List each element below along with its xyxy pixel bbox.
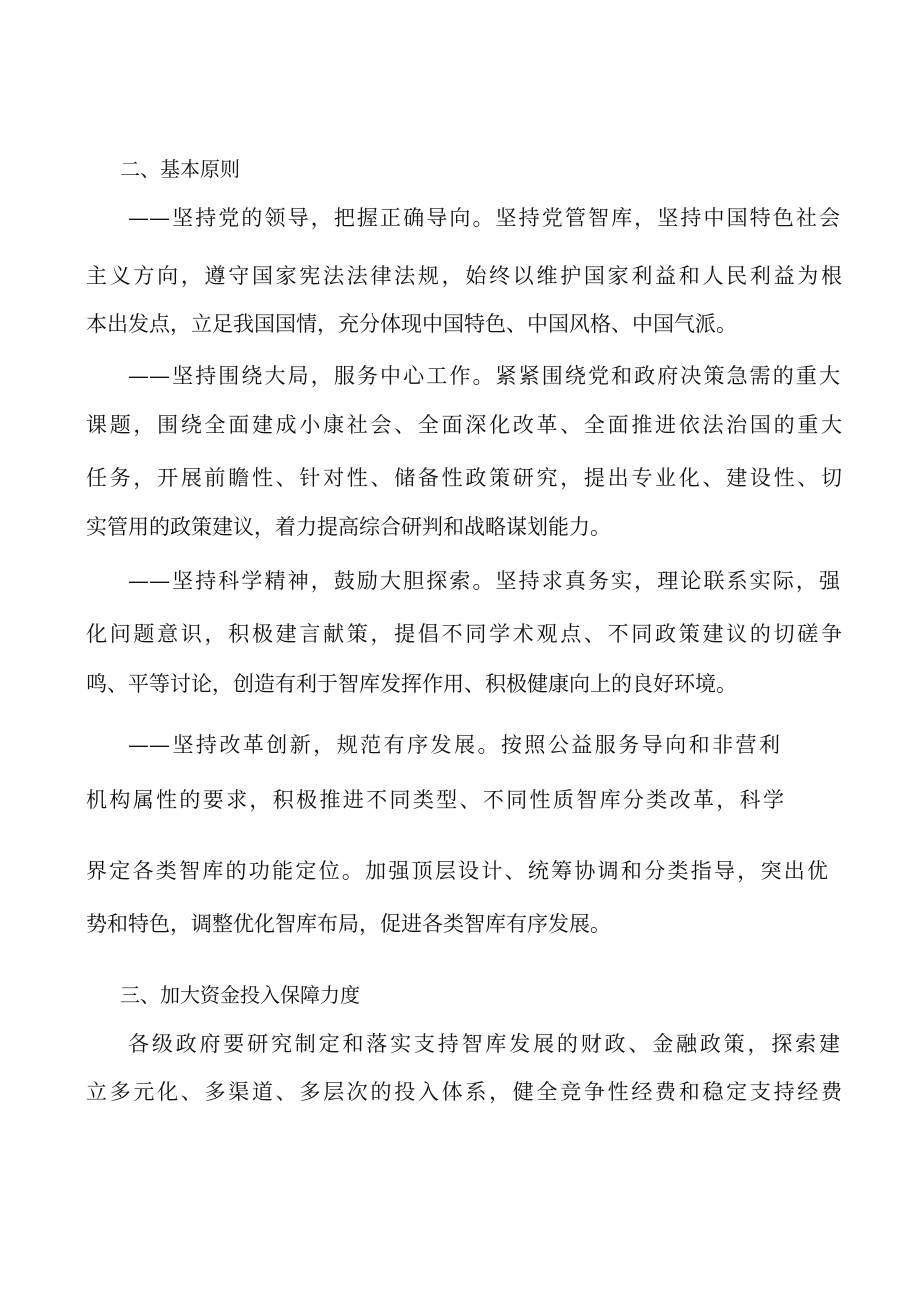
paragraph-line: 任务，开展前瞻性、针对性、储备性政策研究，提出专业化、建设性、切 xyxy=(86,466,842,490)
paragraph-line: 立多元化、多渠道、多层次的投入体系，健全竞争性经费和稳定支持经费 xyxy=(86,1080,842,1104)
paragraph-line: 界定各类智库的功能定位。加强顶层设计、统筹协调和分类指导，突出优 xyxy=(86,859,828,883)
section-heading-2: 二、基本原则 xyxy=(120,157,240,181)
paragraph-line: 化问题意识，积极建言献策，提倡不同学术观点、不同政策建议的切磋争 xyxy=(86,622,842,646)
paragraph-line: ——坚持围绕大局，服务中心工作。紧紧围绕党和政府决策急需的重大 xyxy=(128,364,840,388)
section-heading-3: 三、加大资金投入保障力度 xyxy=(120,983,360,1007)
paragraph-line: ——坚持党的领导，把握正确导向。坚持党管智库，坚持中国特色社会 xyxy=(128,206,840,230)
paragraph-line: 机构属性的要求，积极推进不同类型、不同性质智库分类改革，科学 xyxy=(86,788,784,812)
paragraph-line: 本出发点，立足我国国情，充分体现中国特色、中国风格、中国气派。 xyxy=(86,312,737,336)
paragraph-line: 实管用的政策建议，着力提高综合研判和战略谋划能力。 xyxy=(86,515,611,539)
paragraph-line: 各级政府要研究制定和落实支持智库发展的财政、金融政策，探索建 xyxy=(128,1032,840,1056)
paragraph-line: 鸣、平等讨论，创造有利于智库发挥作用、积极健康向上的良好环境。 xyxy=(86,672,737,696)
paragraph-line: ——坚持科学精神，鼓励大胆探索。坚持求真务实，理论联系实际，强 xyxy=(128,569,840,593)
paragraph-line: ——坚持改革创新，规范有序发展。按照公益服务导向和非营利 xyxy=(128,733,780,757)
paragraph-line: 主义方向，遵守国家宪法法律法规，始终以维护国家利益和人民利益为根 xyxy=(86,264,842,288)
paragraph-line: 势和特色，调整优化智库布局，促进各类智库有序发展。 xyxy=(86,912,611,936)
paragraph-line: 课题，围绕全面建成小康社会、全面深化改革、全面推进依法治国的重大 xyxy=(86,413,842,437)
